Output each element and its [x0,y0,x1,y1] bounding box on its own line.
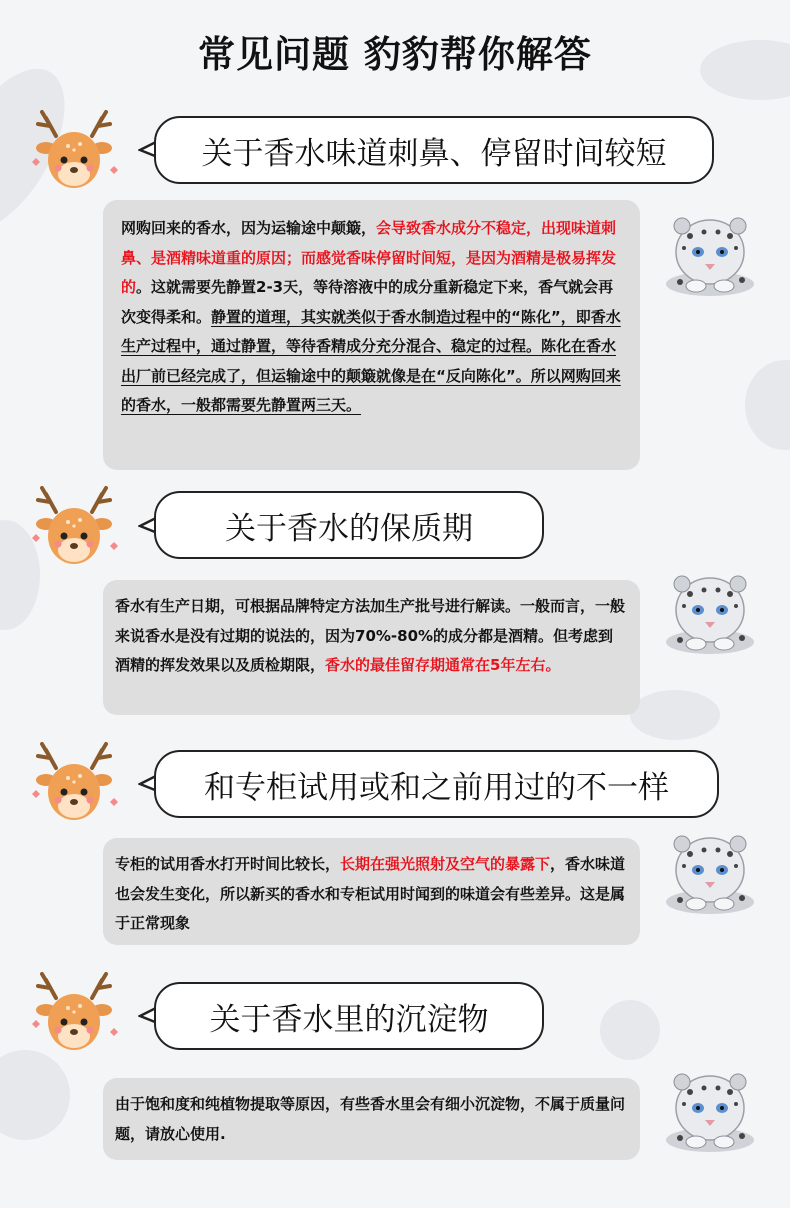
answer-text: 由于饱和度和纯植物提取等原因，有些香水里会有细小沉淀物，不属于质量问题，请放心使用. [115,1095,626,1143]
answer-box-3 [103,838,640,945]
answer-text: 专柜的试用香水打开时间比较长， [115,855,341,873]
background-blob [600,1000,660,1060]
snow-leopard-icon [660,826,760,918]
answer-highlight-text: 会导致香水成分不稳定，出现味道刺鼻、是酒精味道重的原因；而感觉香味停留时间短，是因为酒精是极易挥发的 [121,219,617,296]
answer-text: 网购回来的香水，因为运输途中颠簸， [121,219,377,237]
page-title: 常见问题 豹豹帮你解答 [198,33,592,76]
background-blob [630,690,720,740]
answer-box-2 [103,580,640,715]
answer-box-4 [103,1078,640,1160]
deer-avatar-icon [28,108,120,200]
question-bubble-2: 关于香水的保质期 [154,491,544,559]
question-bubble-1: 关于香水味道刺鼻、停留时间较短 [154,116,714,184]
answer-text: 。这就需要先静置2-3天，等待溶液中的成分重新稳定下来，香气就会再次变得柔和。 [121,278,614,326]
deer-avatar-icon [28,484,120,576]
snow-leopard-icon [660,208,760,300]
deer-avatar-icon [28,740,120,832]
answer-text: ，香水味道也会发生变化，所以新买的香水和专柜试用时闻到的味道会有些差异。这是属于正常现象 [115,855,626,932]
answer-highlight-text: 香水的最佳留存期通常在5年左右。 [325,656,561,674]
answer-box-1 [103,200,640,470]
answer-highlight-text: 长期在强光照射及空气的暴露下 [340,855,551,873]
snow-leopard-icon [660,1064,760,1156]
snow-leopard-icon [660,566,760,658]
question-bubble-4: 关于香水里的沉淀物 [154,982,544,1050]
background-blob [745,360,790,450]
deer-avatar-icon [28,970,120,1062]
background-blob [0,1050,70,1140]
answer-underlined-text: 静置的道理，其实就类似于香水制造过程中的“陈化”，即香水生产过程中，通过静置，等待香精成分充分混合、稳定的过程。陈化在香水出厂前已经完成了，但运输途中的颠簸就像是在“反向陈化”。所以网购回来的香水，一般都需要先静置两三天。 [121,307,621,414]
answer-text: 香水有生产日期，可根据品牌特定方法加生产批号进行解读。一般而言，一般来说香水是没有过期的说法的，因为70%-80%的成分都是酒精。但考虑到酒精的挥发效果以及质检期限， [115,597,626,674]
question-bubble-3: 和专柜试用或和之前用过的不一样 [154,750,719,818]
